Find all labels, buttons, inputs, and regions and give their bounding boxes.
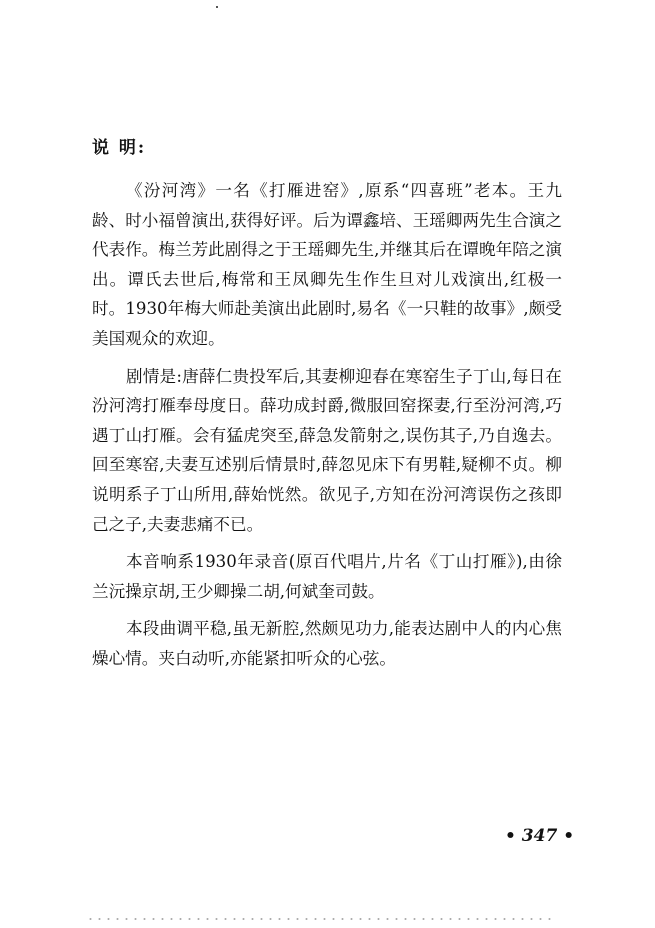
paragraph-recording: 本音响系1930年录音(原百代唱片,片名《丁山打雁》),由徐兰沅操京胡,王少卿操二胡,何斌奎司鼓。: [92, 552, 562, 601]
paragraph-intro: 《汾河湾》一名《打雁进窑》,原系“四喜班”老本。王九龄、时小福曾演出,获得好评。后为谭鑫培、王瑶卿两先生合演之代表作。梅兰芳此剧得之于王瑶卿先生,并继其后在谭晚年陪之演出。谭氏去世后,梅常和王凤卿先生作生旦对儿戏演出,红极一时。1930年梅大师赴美演出此剧时,易名《一只鞋的故事》,颇受美国观众的欢迎。: [92, 181, 562, 348]
scan-edge-dots: [86, 918, 556, 920]
paragraph-plot: 剧情是:唐薛仁贵投军后,其妻柳迎春在寒窑生子丁山,每日在汾河湾打雁奉母度日。薛功成封爵,微服回窑探妻,行至汾河湾,巧遇丁山打雁。会有猛虎突至,薛急发箭射之,误伤其子,乃自逸去。回至寒窑,夫妻互述别后情景时,薛忽见床下有男鞋,疑柳不贞。柳说明系子丁山所用,薛始恍然。欲见子,方知在汾河湾误伤之孩即己之子,夫妻悲痛不已。: [92, 366, 562, 534]
body-text: [92, 176, 562, 682]
page-number: • 347 •: [505, 826, 575, 846]
scan-speck: [216, 6, 218, 8]
paragraph-comment: 本段曲调平稳,虽无新腔,然颇见功力,能表达剧中人的内心焦燥心情。夹白动听,亦能紧扣听众的心弦。: [92, 619, 562, 668]
section-heading: 说 明:: [92, 138, 147, 158]
